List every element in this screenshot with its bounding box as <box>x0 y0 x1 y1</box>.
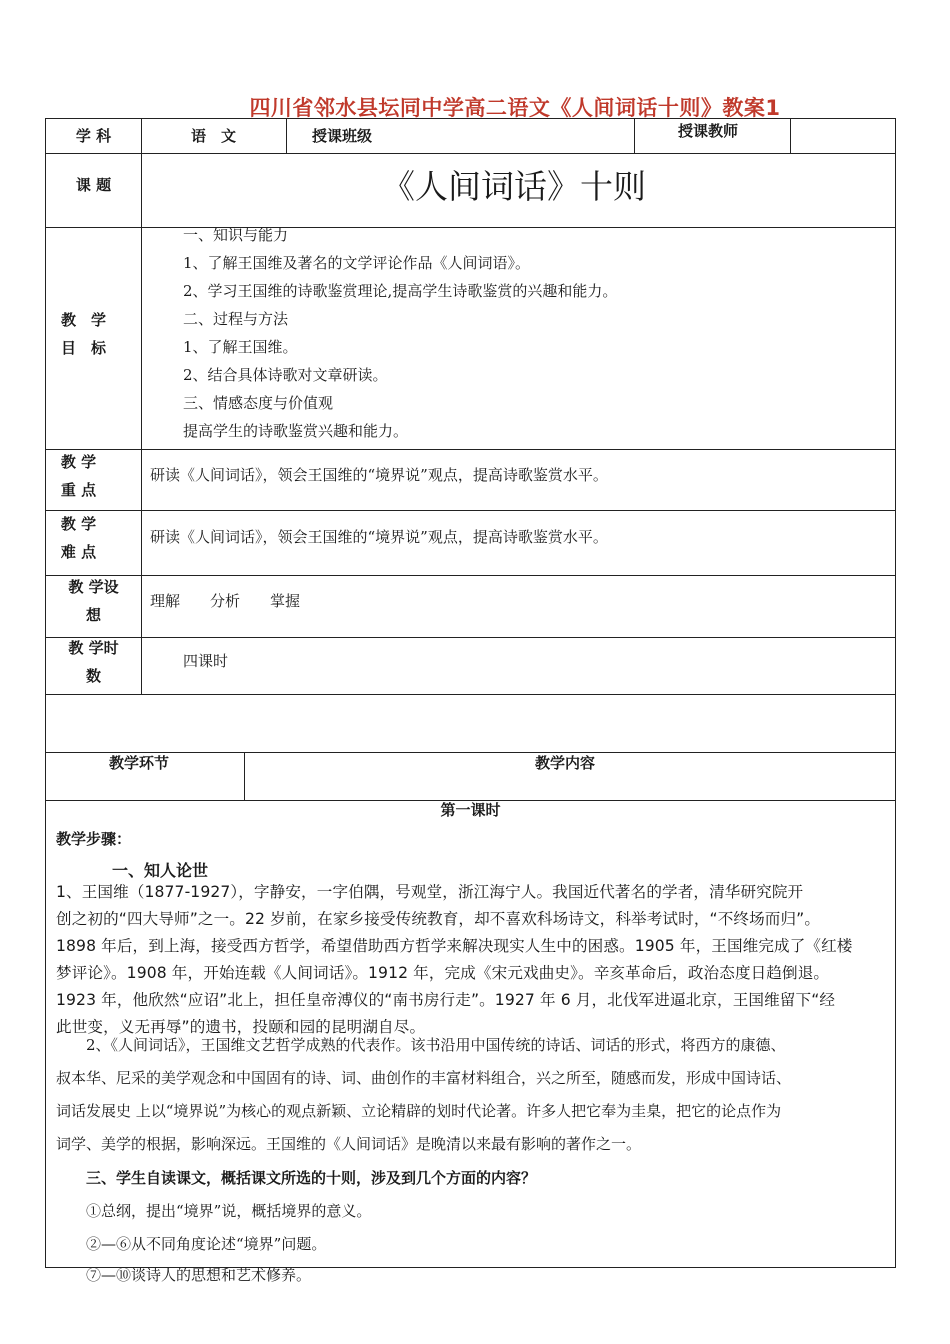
teacher-label: 授课教师 <box>678 122 739 140</box>
subject-value: 语 文 <box>190 127 236 145</box>
topic-label: 课 题 <box>75 176 112 194</box>
key-points-value: 研读《人间词话》，领会王国维的“境界说”观点，提高诗歌鉴赏水平。 <box>150 466 608 484</box>
para2-line: 2、《人间词话》，王国维文艺哲学成熟的代表作。该书沿用中国传统的诗话、词话的形式，将西方的康德、 <box>86 1036 786 1054</box>
para2-line: 叔本华、尼采的美学观念和中国固有的诗、词、曲创作的丰富材料组合，兴之所至，随感而发，形成中国诗话、 <box>56 1069 792 1087</box>
para1-line: 此世变，义无再辱”的遗书，投颐和园的昆明湖自尽。 <box>56 1018 426 1036</box>
section-col-step: 教学环节 <box>109 754 170 772</box>
summary-item: ⑦—⑩谈诗人的思想和艺术修养。 <box>86 1266 312 1284</box>
para1-line: 1、王国维（1877-1927），字静安，一字伯隅，号观堂，浙江海宁人。我国近代著名的学者，清华研究院开 <box>56 883 804 901</box>
objective-line: 1、了解王国维。 <box>183 338 298 356</box>
difficulties-value: 研读《人间词话》，领会王国维的“境界说”观点，提高诗歌鉴赏水平。 <box>150 528 608 546</box>
steps-label: 教学步骤： <box>56 830 132 848</box>
class-label: 授课班级 <box>312 127 373 145</box>
topic-value: 《人间词话》十则 <box>382 167 646 206</box>
difficulties-label-2: 难 点 <box>60 543 97 561</box>
document-title: 四川省邻水县坛同中学高二语文《人间词话十则》教案1 <box>249 96 781 120</box>
para2-line: 词话发展史 上以“境界说”为核心的观点新颖、立论精辟的划时代论著。许多人把它奉为圭臬，把它的论点作为 <box>56 1102 782 1120</box>
objective-line: 提高学生的诗歌鉴赏兴趣和能力。 <box>183 422 409 440</box>
hours-value: 四课时 <box>183 652 229 670</box>
hours-label-2: 数 <box>85 667 101 685</box>
section-col-content: 教学内容 <box>535 754 596 772</box>
objective-line: 1、了解王国维及著名的文学评论作品《人间词语》。 <box>183 254 531 272</box>
objectives-label-2: 目 标 <box>60 339 106 357</box>
key-points-label-2: 重 点 <box>60 481 97 499</box>
subject-label: 学 科 <box>75 127 112 145</box>
objective-line: 二、过程与方法 <box>183 310 289 328</box>
objective-line: 2、学习王国维的诗歌鉴赏理论,提高学生诗歌鉴赏的兴趣和能力。 <box>183 282 618 300</box>
key-points-label-1: 教 学 <box>60 453 97 471</box>
summary-item: ②—⑥从不同角度论述“境界”问题。 <box>86 1235 327 1253</box>
part3-heading: 三、学生自读课文，概括课文所选的十则，涉及到几个方面的内容？ <box>86 1169 537 1187</box>
para1-line: 1923 年，他欣然“应诏”北上，担任皇帝溥仪的“南书房行走”。1927 年 6 月，北伐军进逼北京，王国维留下“经 <box>56 991 836 1009</box>
summary-item: ①总纲，提出“境界”说，概括境界的意义。 <box>86 1202 372 1220</box>
objectives-label-1: 教 学 <box>60 311 106 329</box>
hours-label-1: 教 学时 <box>68 639 119 657</box>
lesson-plan-table <box>45 118 896 1284</box>
design-label-2: 想 <box>85 606 101 624</box>
period-title: 第一课时 <box>440 801 501 819</box>
para1-line: 1898 年后，到上海，接受西方哲学，希望借助西方哲学来解决现实人生中的困惑。1905 年，王国维完成了《红楼 <box>56 937 853 955</box>
objective-line: 一、知识与能力 <box>183 226 289 244</box>
difficulties-label-1: 教 学 <box>60 515 97 533</box>
objective-line: 2、结合具体诗歌对文章研读。 <box>183 366 388 384</box>
part1-heading: 一、知人论世 <box>112 861 209 880</box>
design-value: 理解 分析 掌握 <box>150 592 301 610</box>
para1-line: 梦评论》。1908 年，开始连载《人间词话》。1912 年，完成《宋元戏曲史》。辛亥革命后，政治态度日趋倒退。 <box>56 964 830 982</box>
design-label-1: 教 学设 <box>68 578 119 596</box>
para2-line: 词学、美学的根据，影响深远。王国维的《人间词话》是晚清以来最有影响的著作之一。 <box>56 1135 642 1153</box>
para1-line: 创之初的“四大导师”之一。22 岁前，在家乡接受传统教育，却不喜欢科场诗文，科举考试时，“不终场而归”。 <box>56 910 821 928</box>
objective-line: 三、情感态度与价值观 <box>183 394 334 412</box>
